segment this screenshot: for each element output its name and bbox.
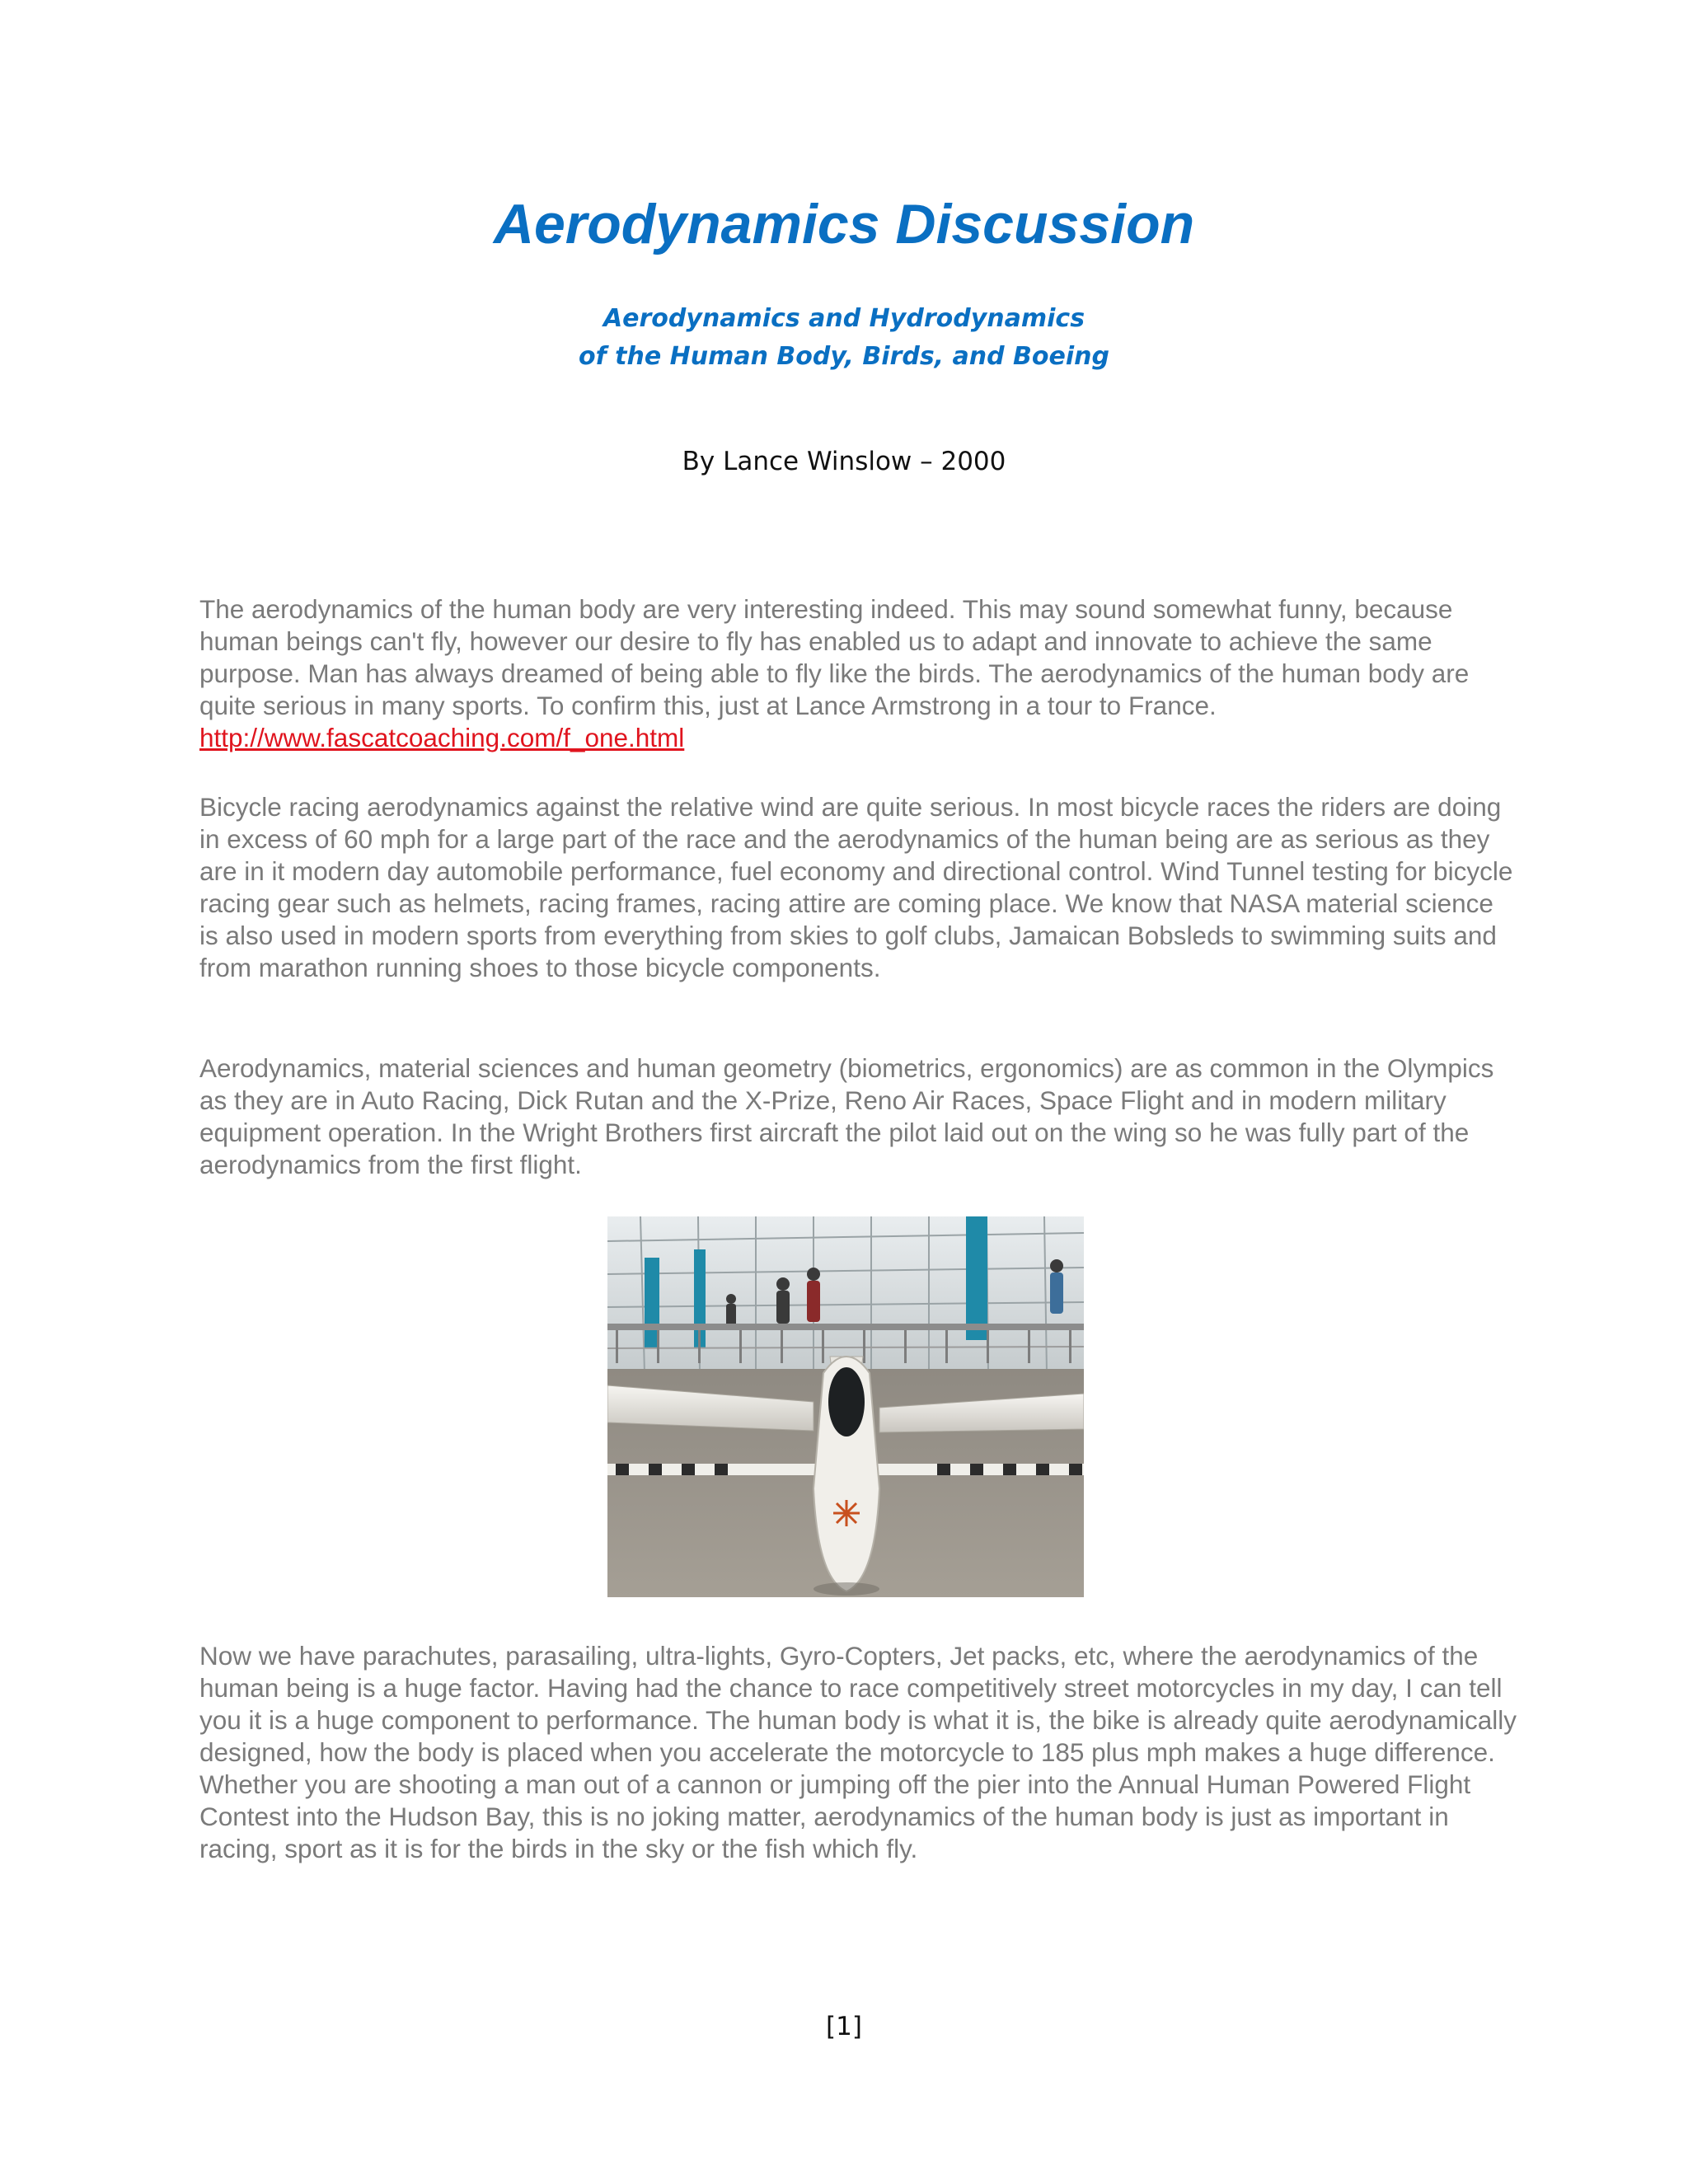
glider-photo xyxy=(607,1216,1084,1597)
paragraph-bicycle-racing: Bicycle racing aerodynamics against the relative wind are quite serious. In most bicycle races the riders are doing in excess of 60 mph for a large part of the race and the aerodynamics of the human being are as serious as they are in it modern day automobile performance, fuel economy and directional control. Wind Tunnel testing for bicycle racing gear such as helmets, racing frames, racing attire are coming place. We know that NASA material science is also used in modern sports from everything from skies to golf clubs, Jamaican Bobsleds to swimming suits and from marathon running shoes to those bicycle components. xyxy=(199,792,1513,982)
page-number: [1] xyxy=(826,2012,862,2041)
subtitle-line-1: Aerodynamics and Hydrodynamics xyxy=(603,304,1085,333)
byline: By Lance Winslow – 2000 xyxy=(682,447,1006,476)
document-title: Aerodynamics Discussion xyxy=(493,193,1195,255)
subtitle-line-2: of the Human Body, Birds, and Boeing xyxy=(579,342,1109,371)
paragraph-material-sciences: Aerodynamics, material sciences and human geometry (biometrics, ergonomics) are as common in the Olympics as they are in Auto Racing, Dick Rutan and the X-Prize, Reno Air Races, Space Flight and in modern military equipment operation. In the Wright Brothers first aircraft the pilot laid out on the wing so he was fully part of the aerodynamics from the first flight. xyxy=(199,1053,1494,1179)
document-subtitle xyxy=(0,300,1688,376)
paragraph-parachutes: Now we have parachutes, parasailing, ultra-lights, Gyro-Copters, Jet packs, etc, where the aerodynamics of the human being is a huge factor. Having had the chance to race competitively street motorcycles in my day, I can tell you it is a huge component to performance. The human body is what it is, the bike is already quite aerodynamically designed, how the body is placed when you accelerate the motorcycle to 185 plus mph makes a huge difference. Whether you are shooting a man out of a cannon or jumping off the pier into the Annual Human Powered Flight Contest into the Hudson Bay, this is no joking matter, aerodynamics of the human body is just as important in racing, sport as it is for the birds in the sky or the fish which fly. xyxy=(199,1641,1517,1863)
paragraph-intro xyxy=(199,593,1518,754)
fascatcoaching-link[interactable]: http://www.fascatcoaching.com/f_one.html xyxy=(199,723,685,752)
paragraph-intro-text: The aerodynamics of the human body are very interesting indeed. This may sound somewhat funny, because human beings can't fly, however our desire to fly has enabled us to adapt and innovate to achieve the same purpose. Man has always dreamed of being able to fly like the birds. The aerodynamics of the human body are quite serious in many sports. To confirm this, just at Lance Armstrong in a tour to France. xyxy=(199,594,1470,720)
